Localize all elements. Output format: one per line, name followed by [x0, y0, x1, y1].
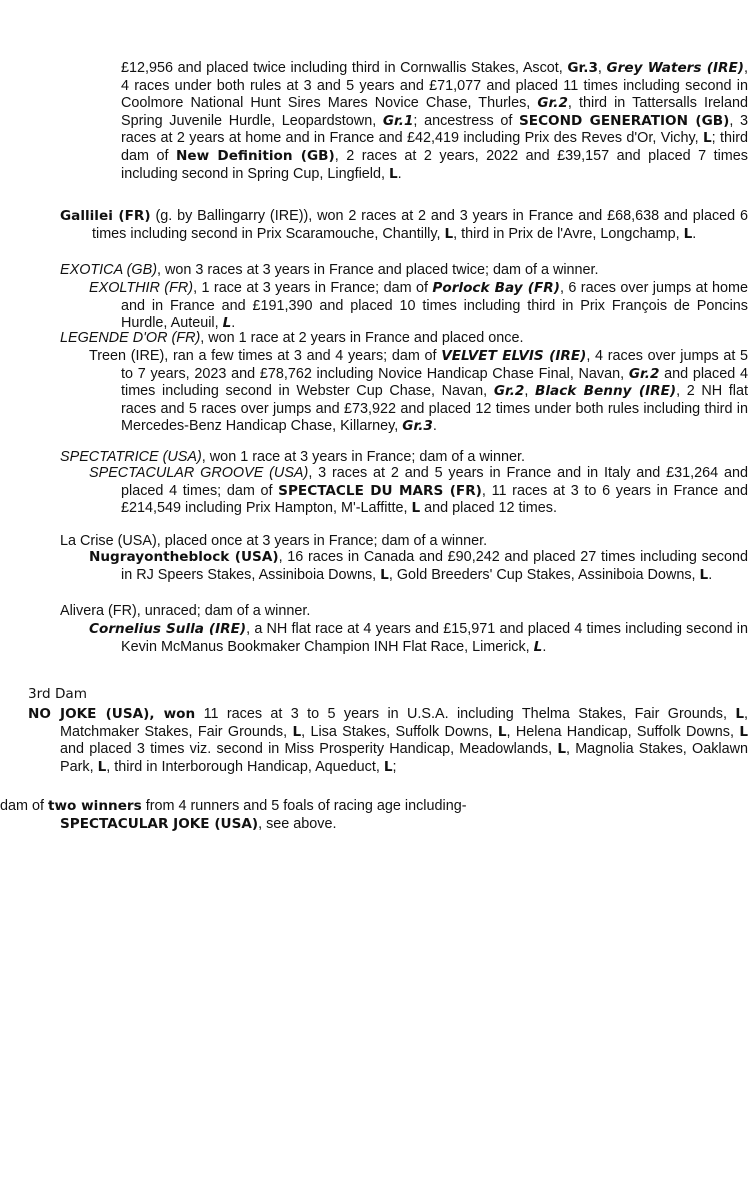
text: , 11 races at 3 to 6 years in France and £214,549 including Prix Hampton, M'-Laffitte,	[121, 482, 748, 517]
text: ,	[597, 60, 607, 76]
text: .	[397, 165, 402, 182]
text: , won 1 race at 3 years in France; dam of a winner.	[201, 449, 525, 465]
text: , won 3 races at 3 years in France and placed twice; dam of a winner.	[157, 262, 599, 278]
horse-name: Grey Waters (IRE)	[606, 60, 745, 76]
produce-entry-cornelius-sulla	[89, 621, 748, 656]
listed-marker: L	[411, 500, 421, 517]
text: , 3 races at 2 and 5 years in France and in Italy and £31,264 and placed 4 times; dam of	[121, 465, 748, 499]
text: .	[432, 418, 437, 435]
text: , a NH flat race at 4 years and £15,971 and placed 4 times including second in Kevin McManus Bookmaker Champion INH Flat Race, Limerick,	[121, 621, 748, 655]
text: , 4 races over jumps at 5 to 7 years, 2023 and £78,762 including Novice Handicap Chase Final, Navan,	[121, 348, 748, 382]
text: , won 1 race at 2 years in France and placed once.	[200, 330, 524, 346]
produce-entry-spectacular-groove	[89, 465, 748, 518]
text: and placed 12 times.	[420, 500, 557, 517]
listed-marker: L	[702, 130, 712, 147]
listed-marker: L	[683, 225, 693, 242]
text: dam of	[0, 798, 48, 814]
produce-entry-treen	[89, 348, 748, 436]
text: La Crise (USA), placed once at 3 years in France; dam of a winner.	[60, 533, 488, 549]
listed-marker: L	[739, 723, 748, 740]
horse-name: EXOLTHIR (FR)	[89, 280, 194, 296]
listed-marker: L	[735, 706, 744, 722]
horse-name: Black Benny (IRE)	[535, 383, 677, 400]
grade: Gr.3	[402, 418, 433, 435]
text: .	[231, 315, 236, 332]
produce-entry-legende-dor	[60, 330, 748, 348]
text: , Matchmaker Stakes, Fair Grounds,	[60, 706, 748, 740]
text: from 4 runners and 5 foals of racing age including-	[141, 798, 467, 814]
dam-record-summary	[0, 798, 716, 816]
text: , 2 NH flat races and 5 races over jumps and £73,922 and placed 12 times under both rules including third in Mercedes-Benz Handicap Chase, Killarney,	[121, 383, 748, 435]
produce-entry-exotica	[60, 262, 748, 280]
horse-name: SECOND GENERATION (GB)	[519, 112, 730, 129]
text: , Helena Handicap, Suffolk Downs,	[506, 723, 740, 740]
text: , third in Interborough Handicap, Aqueduct,	[106, 758, 384, 775]
listed-marker: L	[97, 758, 107, 775]
listed-marker: L	[389, 165, 398, 182]
text: and placed 4 times including second in Webster Cup Chase, Navan,	[121, 365, 748, 400]
grade: Gr.2	[493, 383, 525, 400]
horse-name: NO JOKE (USA)	[28, 706, 150, 722]
grade: Gr.1	[382, 112, 414, 129]
listed-marker: L	[497, 723, 507, 740]
horse-name: Cornelius Sulla (IRE)	[89, 621, 247, 637]
horse-name: VELVET ELVIS (IRE)	[441, 348, 587, 364]
listed-marker: L	[292, 723, 302, 740]
produce-entry-exolthir	[89, 280, 748, 333]
produce-entry-gallilei	[60, 208, 748, 243]
horse-name: SPECTACULAR GROOVE (USA)	[89, 465, 309, 481]
text: , Magnolia Stakes, Oaklawn Park,	[60, 741, 749, 775]
text: ; third dam of	[121, 130, 748, 164]
listed-marker: L	[557, 741, 566, 758]
text: .	[708, 566, 713, 583]
text: ,	[524, 383, 536, 400]
horse-name: Porlock Bay (FR)	[432, 280, 560, 296]
horse-name: New Definition (GB)	[176, 147, 335, 164]
text: , Lisa Stakes, Suffolk Downs,	[301, 723, 498, 740]
produce-entry-spectacular-joke	[60, 816, 716, 834]
text: and placed 3 times viz. second in Miss Prosperity Handicap, Meadowlands,	[60, 741, 558, 758]
text: , 1 race at 3 years in France; dam of	[193, 280, 433, 296]
text: 11 races at 3 to 5 years in U.S.A. including Thelma Stakes, Fair Grounds,	[195, 706, 736, 722]
text: won	[163, 706, 196, 722]
grade: Gr.3	[567, 60, 598, 76]
text: Treen (IRE), ran a few times at 3 and 4 years; dam of	[89, 348, 442, 364]
text: , 3 races at 2 years at home and in France and £42,419 including Prix des Reves d'Or, Vichy,	[121, 112, 748, 147]
produce-entry-alivera	[60, 603, 748, 621]
horse-name: SPECTATRICE (USA)	[60, 449, 202, 465]
horse-name: SPECTACLE DU MARS (FR)	[278, 482, 482, 499]
section-heading-3rd-dam	[28, 686, 716, 704]
text: ;	[392, 758, 397, 775]
listed-marker: L	[222, 315, 232, 332]
horse-name: LEGENDE D'OR (FR)	[60, 330, 201, 346]
text: , 16 races in Canada and £90,242 and placed 27 times including second in RJ Speers Stakes, Assiniboia Downs,	[121, 549, 748, 583]
listed-marker: L	[383, 758, 393, 775]
horse-name: SPECTACULAR JOKE (USA)	[60, 816, 259, 832]
text: , third in Prix de l'Avre, Longchamp,	[453, 225, 684, 242]
text: .	[692, 225, 697, 242]
text: , Gold Breeders' Cup Stakes, Assiniboia Downs,	[388, 566, 700, 583]
produce-entry-la-crise	[60, 533, 748, 551]
listed-marker: L	[380, 566, 389, 583]
text: ; ancestress of	[413, 112, 519, 129]
horse-name: EXOTICA (GB)	[60, 262, 158, 278]
text: , 6 races over jumps at home and in France and £191,390 and placed 10 times including third in Prix François de Poncins Hurdle, Auteuil,	[121, 280, 749, 332]
horse-name: Gallilei (FR)	[60, 208, 151, 224]
grade: Gr.2	[628, 365, 660, 382]
text: (g. by Ballingarry (IRE)), won 2 races at 2 and 3 years in France and £68,638 and placed 6 times including second in Prix Scaramouche, Chantilly,	[92, 208, 749, 242]
text: , third in Tattersalls Ireland Spring Juvenile Hurdle, Leopardstown,	[121, 95, 748, 129]
listed-marker: L	[699, 566, 709, 583]
listed-marker: L	[533, 638, 543, 655]
text: .	[542, 638, 547, 655]
produce-entry-nugrayontheblock	[89, 549, 748, 584]
text: Alivera (FR), unraced; dam of a winner.	[60, 603, 311, 619]
produce-entry-grey-waters	[89, 60, 748, 183]
horse-name: Nugrayontheblock (USA)	[89, 549, 279, 565]
text: , 2 races at 2 years, 2022 and £39,157 and placed 7 times including second in Spring Cup, Lingfield,	[121, 147, 748, 182]
section-heading: 3rd Dam	[28, 686, 87, 702]
listed-marker: L	[444, 225, 454, 242]
produce-entry-spectatrice	[60, 449, 748, 467]
text: ,	[149, 706, 164, 722]
grade: Gr.2	[537, 95, 568, 112]
text: two winners	[48, 798, 142, 814]
text: £12,956 and placed twice including third in Cornwallis Stakes, Ascot,	[121, 60, 568, 76]
text: , 4 races under both rules at 3 and 5 years and £71,077 and placed 11 times including second in Coolmore National Hunt Sires Mares Novice Chase, Thurles,	[121, 60, 749, 112]
text: , see above.	[258, 816, 337, 832]
dam-entry-no-joke	[28, 706, 748, 776]
